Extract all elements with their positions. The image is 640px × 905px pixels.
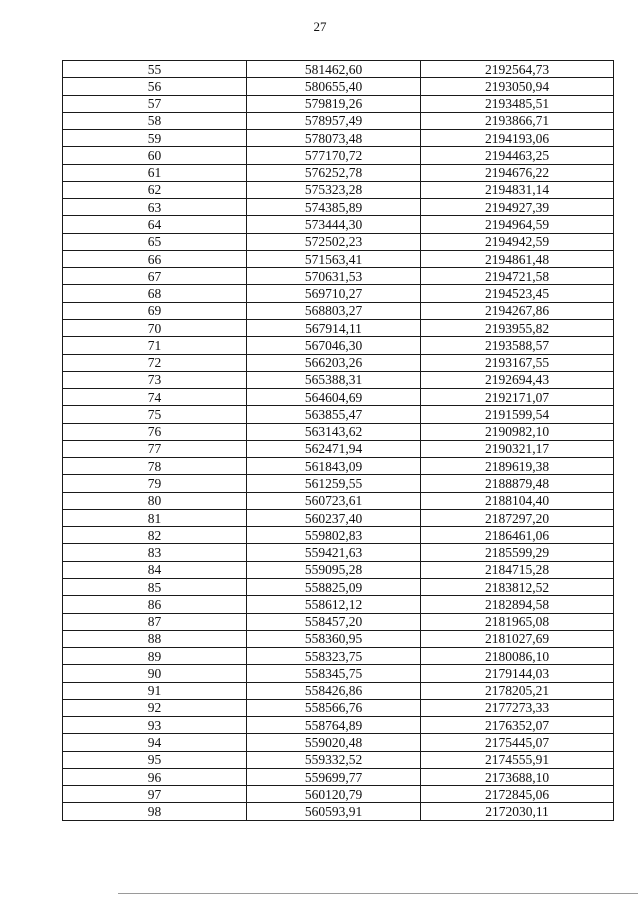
x-coordinate-cell: 577170,72 (247, 147, 421, 164)
point-number-cell: 79 (63, 475, 247, 492)
x-coordinate-cell: 580655,40 (247, 78, 421, 95)
point-number-cell: 72 (63, 354, 247, 371)
x-coordinate-cell: 558345,75 (247, 665, 421, 682)
coordinates-table (62, 60, 614, 821)
y-coordinate-cell: 2190982,10 (421, 423, 614, 440)
y-coordinate-cell: 2175445,07 (421, 734, 614, 751)
y-coordinate-cell: 2193866,71 (421, 112, 614, 129)
y-coordinate-cell: 2182894,58 (421, 596, 614, 613)
point-number-cell: 60 (63, 147, 247, 164)
x-coordinate-cell: 571563,41 (247, 250, 421, 267)
y-coordinate-cell: 2179144,03 (421, 665, 614, 682)
point-number-cell: 85 (63, 578, 247, 595)
table-row (63, 682, 614, 699)
y-coordinate-cell: 2193955,82 (421, 319, 614, 336)
y-coordinate-cell: 2193050,94 (421, 78, 614, 95)
x-coordinate-cell: 562471,94 (247, 440, 421, 457)
x-coordinate-cell: 563143,62 (247, 423, 421, 440)
y-coordinate-cell: 2177273,33 (421, 699, 614, 716)
table-row (63, 130, 614, 147)
x-coordinate-cell: 564604,69 (247, 389, 421, 406)
point-number-cell: 65 (63, 233, 247, 250)
x-coordinate-cell: 558457,20 (247, 613, 421, 630)
y-coordinate-cell: 2181965,08 (421, 613, 614, 630)
y-coordinate-cell: 2194964,59 (421, 216, 614, 233)
x-coordinate-cell: 558764,89 (247, 717, 421, 734)
y-coordinate-cell: 2192694,43 (421, 371, 614, 388)
x-coordinate-cell: 575323,28 (247, 181, 421, 198)
y-coordinate-cell: 2181027,69 (421, 630, 614, 647)
y-coordinate-cell: 2178205,21 (421, 682, 614, 699)
point-number-cell: 61 (63, 164, 247, 181)
point-number-cell: 69 (63, 302, 247, 319)
point-number-cell: 67 (63, 268, 247, 285)
point-number-cell: 88 (63, 630, 247, 647)
y-coordinate-cell: 2193167,55 (421, 354, 614, 371)
point-number-cell: 96 (63, 768, 247, 785)
table-row (63, 285, 614, 302)
table-row (63, 527, 614, 544)
y-coordinate-cell: 2188104,40 (421, 492, 614, 509)
x-coordinate-cell: 558360,95 (247, 630, 421, 647)
table-row (63, 78, 614, 95)
y-coordinate-cell: 2184715,28 (421, 561, 614, 578)
x-coordinate-cell: 561259,55 (247, 475, 421, 492)
x-coordinate-cell: 558323,75 (247, 648, 421, 665)
table-row (63, 181, 614, 198)
table-row (63, 734, 614, 751)
point-number-cell: 93 (63, 717, 247, 734)
x-coordinate-cell: 568803,27 (247, 302, 421, 319)
point-number-cell: 56 (63, 78, 247, 95)
table-row (63, 164, 614, 181)
y-coordinate-cell: 2180086,10 (421, 648, 614, 665)
table-row (63, 475, 614, 492)
point-number-cell: 78 (63, 458, 247, 475)
table-row (63, 492, 614, 509)
point-number-cell: 80 (63, 492, 247, 509)
x-coordinate-cell: 572502,23 (247, 233, 421, 250)
table-row (63, 440, 614, 457)
page-number: 27 (313, 19, 327, 34)
point-number-cell: 74 (63, 389, 247, 406)
x-coordinate-cell: 559020,48 (247, 734, 421, 751)
table-row (63, 509, 614, 526)
table-row (63, 630, 614, 647)
point-number-cell: 94 (63, 734, 247, 751)
y-coordinate-cell: 2193588,57 (421, 337, 614, 354)
y-coordinate-cell: 2187297,20 (421, 509, 614, 526)
x-coordinate-cell: 558566,76 (247, 699, 421, 716)
point-number-cell: 76 (63, 423, 247, 440)
y-coordinate-cell: 2193485,51 (421, 95, 614, 112)
table-row (63, 648, 614, 665)
point-number-cell: 75 (63, 406, 247, 423)
y-coordinate-cell: 2194861,48 (421, 250, 614, 267)
table-row (63, 458, 614, 475)
point-number-cell: 87 (63, 613, 247, 630)
table-row (63, 406, 614, 423)
x-coordinate-cell: 563855,47 (247, 406, 421, 423)
y-coordinate-cell: 2188879,48 (421, 475, 614, 492)
table-row (63, 544, 614, 561)
y-coordinate-cell: 2174555,91 (421, 751, 614, 768)
point-number-cell: 55 (63, 61, 247, 78)
y-coordinate-cell: 2176352,07 (421, 717, 614, 734)
y-coordinate-cell: 2189619,38 (421, 458, 614, 475)
point-number-cell: 77 (63, 440, 247, 457)
point-number-cell: 68 (63, 285, 247, 302)
point-number-cell: 98 (63, 803, 247, 820)
table-row (63, 268, 614, 285)
table-row (63, 112, 614, 129)
table-row (63, 354, 614, 371)
point-number-cell: 70 (63, 319, 247, 336)
point-number-cell: 57 (63, 95, 247, 112)
point-number-cell: 89 (63, 648, 247, 665)
y-coordinate-cell: 2194831,14 (421, 181, 614, 198)
point-number-cell: 81 (63, 509, 247, 526)
y-coordinate-cell: 2192564,73 (421, 61, 614, 78)
x-coordinate-cell: 573444,30 (247, 216, 421, 233)
x-coordinate-cell: 581462,60 (247, 61, 421, 78)
table-row (63, 95, 614, 112)
table-row (63, 302, 614, 319)
x-coordinate-cell: 559699,77 (247, 768, 421, 785)
y-coordinate-cell: 2172030,11 (421, 803, 614, 820)
y-coordinate-cell: 2172845,06 (421, 786, 614, 803)
y-coordinate-cell: 2191599,54 (421, 406, 614, 423)
table-row (63, 717, 614, 734)
x-coordinate-cell: 561843,09 (247, 458, 421, 475)
coordinates-table-body (63, 61, 614, 821)
point-number-cell: 64 (63, 216, 247, 233)
y-coordinate-cell: 2190321,17 (421, 440, 614, 457)
x-coordinate-cell: 576252,78 (247, 164, 421, 181)
x-coordinate-cell: 570631,53 (247, 268, 421, 285)
y-coordinate-cell: 2183812,52 (421, 578, 614, 595)
table-row (63, 319, 614, 336)
table-row (63, 768, 614, 785)
point-number-cell: 90 (63, 665, 247, 682)
table-row (63, 216, 614, 233)
y-coordinate-cell: 2194942,59 (421, 233, 614, 250)
table-row (63, 389, 614, 406)
table-row (63, 233, 614, 250)
y-coordinate-cell: 2194523,45 (421, 285, 614, 302)
point-number-cell: 71 (63, 337, 247, 354)
point-number-cell: 73 (63, 371, 247, 388)
table-row (63, 147, 614, 164)
x-coordinate-cell: 558612,12 (247, 596, 421, 613)
x-coordinate-cell: 578073,48 (247, 130, 421, 147)
x-coordinate-cell: 566203,26 (247, 354, 421, 371)
point-number-cell: 91 (63, 682, 247, 699)
table-row (63, 371, 614, 388)
x-coordinate-cell: 567914,11 (247, 319, 421, 336)
point-number-cell: 97 (63, 786, 247, 803)
x-coordinate-cell: 569710,27 (247, 285, 421, 302)
table-row (63, 596, 614, 613)
point-number-cell: 92 (63, 699, 247, 716)
y-coordinate-cell: 2192171,07 (421, 389, 614, 406)
x-coordinate-cell: 559802,83 (247, 527, 421, 544)
point-number-cell: 58 (63, 112, 247, 129)
point-number-cell: 95 (63, 751, 247, 768)
x-coordinate-cell: 559421,63 (247, 544, 421, 561)
point-number-cell: 63 (63, 199, 247, 216)
y-coordinate-cell: 2186461,06 (421, 527, 614, 544)
x-coordinate-cell: 560120,79 (247, 786, 421, 803)
point-number-cell: 83 (63, 544, 247, 561)
y-coordinate-cell: 2194927,39 (421, 199, 614, 216)
point-number-cell: 66 (63, 250, 247, 267)
point-number-cell: 84 (63, 561, 247, 578)
bottom-rule (118, 893, 638, 894)
table-row (63, 61, 614, 78)
table-row (63, 665, 614, 682)
point-number-cell: 86 (63, 596, 247, 613)
y-coordinate-cell: 2185599,29 (421, 544, 614, 561)
table-row (63, 561, 614, 578)
table-row (63, 423, 614, 440)
x-coordinate-cell: 560593,91 (247, 803, 421, 820)
y-coordinate-cell: 2194193,06 (421, 130, 614, 147)
table-row (63, 751, 614, 768)
y-coordinate-cell: 2194267,86 (421, 302, 614, 319)
x-coordinate-cell: 567046,30 (247, 337, 421, 354)
x-coordinate-cell: 579819,26 (247, 95, 421, 112)
y-coordinate-cell: 2194463,25 (421, 147, 614, 164)
point-number-cell: 59 (63, 130, 247, 147)
point-number-cell: 62 (63, 181, 247, 198)
table-row (63, 699, 614, 716)
table-row (63, 337, 614, 354)
y-coordinate-cell: 2194721,58 (421, 268, 614, 285)
x-coordinate-cell: 559332,52 (247, 751, 421, 768)
point-number-cell: 82 (63, 527, 247, 544)
table-row (63, 803, 614, 820)
table-row (63, 613, 614, 630)
x-coordinate-cell: 559095,28 (247, 561, 421, 578)
x-coordinate-cell: 565388,31 (247, 371, 421, 388)
table-row (63, 199, 614, 216)
y-coordinate-cell: 2173688,10 (421, 768, 614, 785)
table-row (63, 250, 614, 267)
x-coordinate-cell: 578957,49 (247, 112, 421, 129)
table-row (63, 578, 614, 595)
x-coordinate-cell: 558825,09 (247, 578, 421, 595)
x-coordinate-cell: 574385,89 (247, 199, 421, 216)
y-coordinate-cell: 2194676,22 (421, 164, 614, 181)
x-coordinate-cell: 560723,61 (247, 492, 421, 509)
table-row (63, 786, 614, 803)
x-coordinate-cell: 560237,40 (247, 509, 421, 526)
x-coordinate-cell: 558426,86 (247, 682, 421, 699)
